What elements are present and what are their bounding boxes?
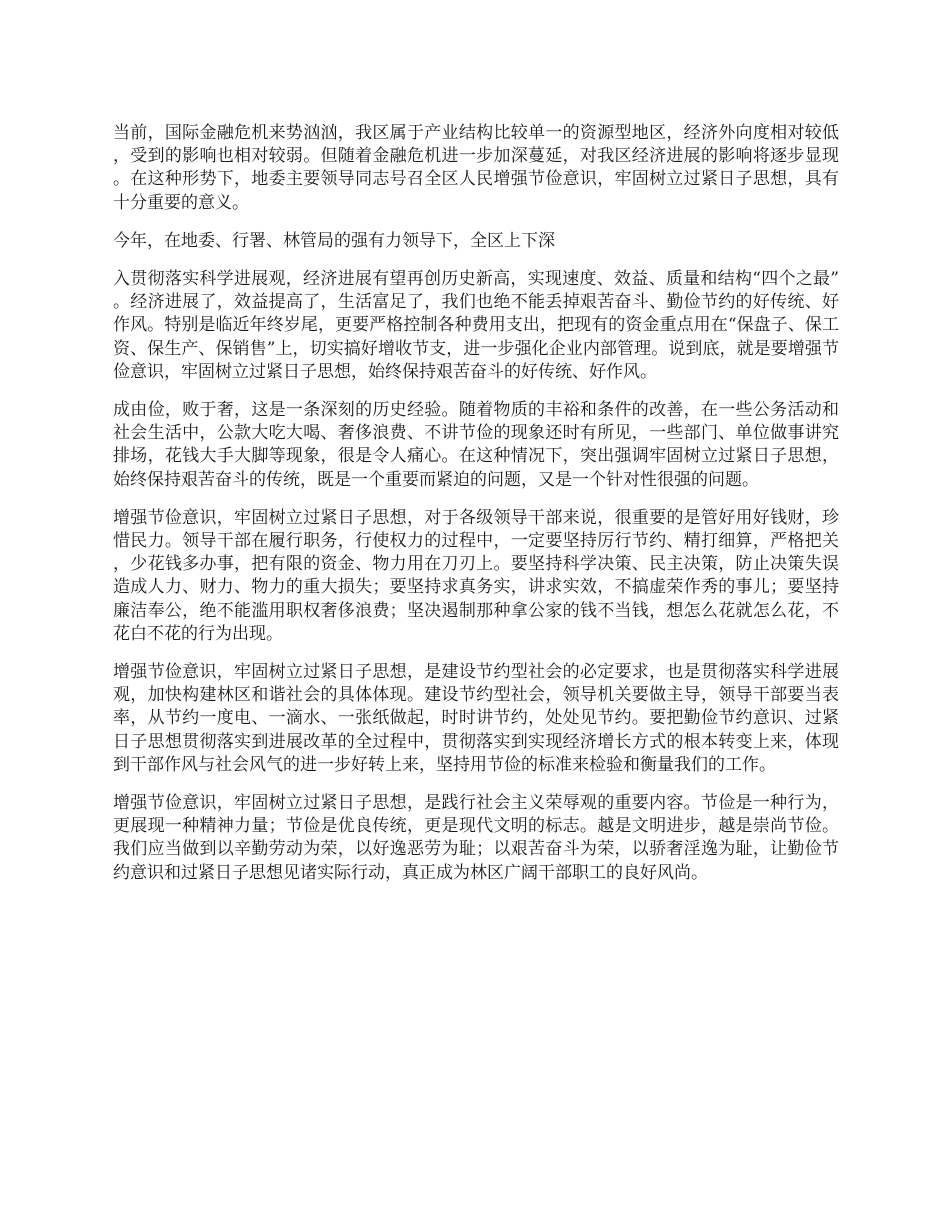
document-page — [113, 122, 839, 900]
paragraph-6: 增强节俭意识，牢固树立过紧日子思想，是建设节约型社会的必定要求，也是贯彻落实科学进展观，加快构建林区和谐社会的具体体现。建设节约型社会，领导机关要做主导，领导干部要当表率，从节约一度电、一滴水、一张纸做起，时时讲节约，处处见节约。要把勤俭节约意识、过紧日子思想贯彻落实到进展改革的全过程中，贯彻落实到实现经济增长方式的根本转变上来，体现到干部作风与社会风气的进一步好转上来，坚持用节俭的标准来检验和衡量我们的工作。 — [113, 662, 839, 775]
paragraph-2: 今年，在地委、行署、林管局的强有力领导下，全区上下深 — [113, 230, 555, 251]
paragraph-1: 当前，国际金融危机来势汹汹，我区属于产业结构比较单一的资源型地区，经济外向度相对较低，受到的影响也相对较弱。但随着金融危机进一步加深蔓延，对我区经济进展的影响将逐步显现。在这种形势下，地委主要领导同志号召全区人民增强节俭意识，牢固树立过紧日子思想，具有十分重要的意义。 — [113, 123, 839, 213]
paragraph-7: 增强节俭意识，牢固树立过紧日子思想，是践行社会主义荣辱观的重要内容。节俭是一种行为，更展现一种精神力量；节俭是优良传统，更是现代文明的标志。越是文明进步，越是崇尚节俭。我们应当做到以辛勤劳动为荣，以好逸恶劳为耻；以艰苦奋斗为荣，以骄奢淫逸为耻，让勤俭节约意识和过紧日子思想见诸实际行动，真正成为林区广阔干部职工的良好风尚。 — [113, 793, 839, 883]
paragraph-5: 增强节俭意识，牢固树立过紧日子思想，对于各级领导干部来说，很重要的是管好用好钱财，珍惜民力。领导干部在履行职务，行使权力的过程中，一定要坚持厉行节约、精打细算，严格把关，少花钱多办事，把有限的资金、物力用在刀刃上。要坚持科学决策、民主决策，防止决策失误造成人力、财力、物力的重大损失；要坚持求真务实，讲求实效，不搞虚荣作秀的事儿；要坚持廉洁奉公，绝不能滥用职权奢侈浪费；坚决遏制那种拿公家的钱不当钱，想怎么花就怎么花，不花白不花的行为出现。 — [113, 507, 839, 644]
paragraph-3: 入贯彻落实科学进展观，经济进展有望再创历史新高，实现速度、效益、质量和结构“四个之最”。经济进展了，效益提高了，生活富足了，我们也绝不能丢掉艰苦奋斗、勤俭节约的好传统、好作风。特别是临近年终岁尾，更要严格控制各种费用支出，把现有的资金重点用在“保盘子、保工资、保生产、保销售”上，切实搞好增收节支，进一步强化企业内部管理。说到底，就是要增强节俭意识，牢固树立过紧日子思想，始终保持艰苦奋斗的好传统、好作风。 — [113, 269, 839, 382]
paragraph-4: 成由俭，败于奢，这是一条深刻的历史经验。随着物质的丰裕和条件的改善，在一些公务活动和社会生活中，公款大吃大喝、奢侈浪费、不讲节俭的现象还时有所见，一些部门、单位做事讲究排场，花钱大手大脚等现象，很是令人痛心。在这种情况下，突出强调牢固树立过紧日子思想，始终保持艰苦奋斗的传统，既是一个重要而紧迫的问题，又是一个针对性很强的问题。 — [113, 400, 839, 490]
